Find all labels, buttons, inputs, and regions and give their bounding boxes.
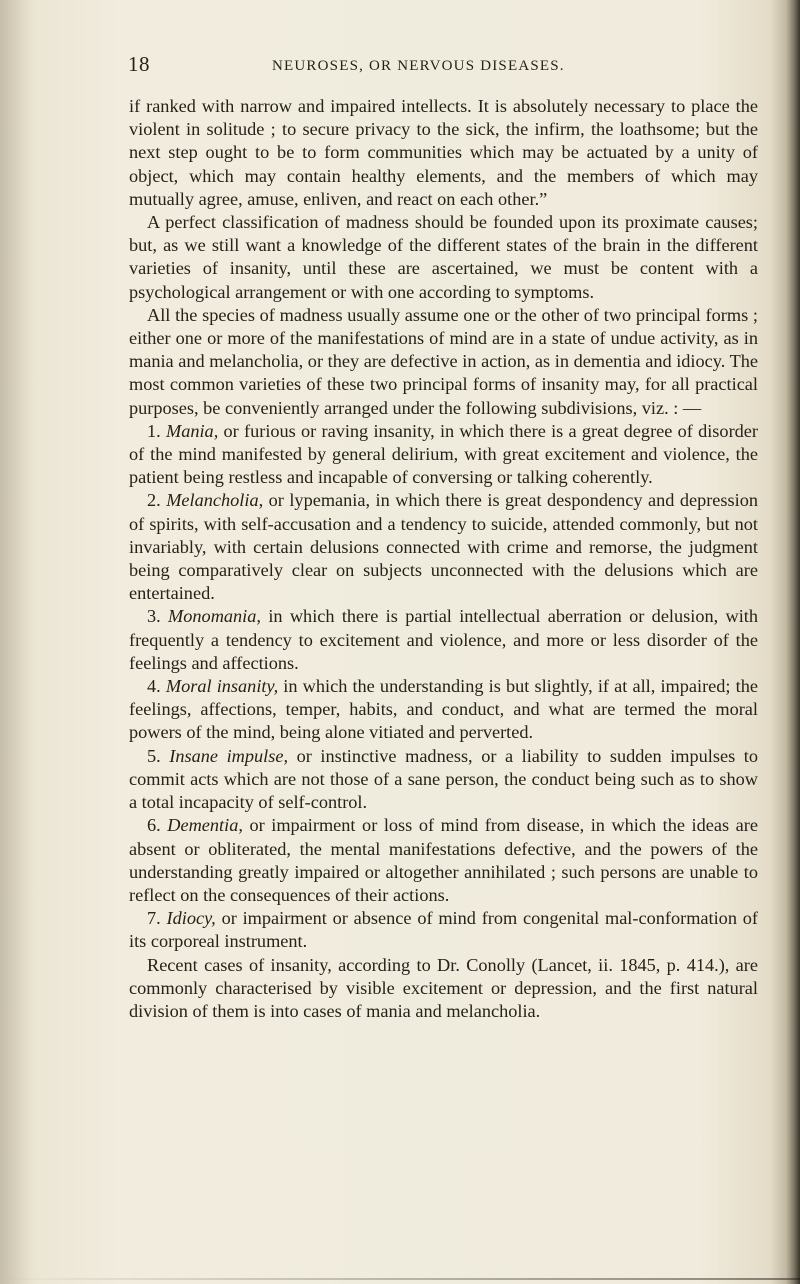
body-text	[129, 95, 758, 1023]
paragraph-species: All the species of madness usually assume one or the other of two principal forms ; either one or more of the manifestations of mind are in a state of undue activity, as in mania and melancholia, or they are defective in action, as in dementia and idiocy. The most common varieties of these two principal forms of insanity may, for all practical purposes, be conveniently arranged under the following subdivisions, viz. : —	[129, 304, 758, 418]
paragraph-recent-cases: Recent cases of insanity, according to Dr. Conolly (Lancet, ii. 1845, p. 414.), are commonly characterised by visible excitement or depression, and the first natural division of them is into cases of mania and melancholia.	[129, 954, 758, 1021]
subdivision-moral-insanity: 4. Moral insanity, in which the understanding is but slightly, if at all, impaired; the feelings, affections, temper, habits, and conduct, and what are termed the moral powers of the mind, being alone vitiated and perverted.	[129, 676, 758, 743]
page-edge-shadow	[786, 0, 800, 1284]
gutter-shadow	[0, 0, 30, 1284]
subdivision-mania: 1. Mania, or furious or raving insanity, in which there is a great degree of disorder of the mind manifested by general delirium, with great excitement and violence, the patient being restless and incapable of conversing or talking coherently.	[129, 420, 758, 488]
subdivision-insane-impulse: 5. Insane impulse, or instinctive madness, or a liability to sudden impulses to commit acts which are not those of a sane person, the conduct being such as to show a total incapacity of self-control.	[129, 745, 758, 813]
subdivision-idiocy: 7. Idiocy, or impairment or absence of mind from congenital mal-conformation of its corporeal instrument.	[129, 908, 758, 952]
term-insane-impulse: Insane impulse,	[169, 745, 289, 766]
term-moral-insanity: Moral insanity,	[165, 676, 279, 697]
paragraph-classification: A perfect classification of madness should be founded upon its proximate causes; but, as we still want a knowledge of the different states of the brain in the different varieties of insanity, until these are ascertained, we must be content with a psychological arrangement or with one according to symptoms.	[129, 212, 758, 302]
term-melancholia: Melancholia,	[166, 490, 264, 511]
running-title: NEUROSES, OR NERVOUS DISEASES.	[272, 58, 565, 74]
page-number: 18	[128, 52, 150, 76]
term-dementia: Dementia,	[167, 815, 243, 836]
subdivision-monomania: 3. Monomania, in which there is partial intellectual aberration or delusion, with frequently a tendency to excitement and violence, and more or less disorder of the feelings and affections.	[129, 606, 759, 673]
subdivision-dementia: 6. Dementia, or impairment or loss of mind from disease, in which the ideas are absent or obliterated, the mental manifestations defective, and the powers of the understanding greatly impaired or altogether annihilated ; such persons are unable to reflect on the consequences of their actions.	[129, 815, 758, 905]
term-mania: Mania,	[165, 420, 219, 441]
term-idiocy: Idiocy,	[166, 908, 216, 929]
paragraph-continued: if ranked with narrow and impaired intellects. It is absolutely necessary to place the violent in solitude ; to secure privacy to the sick, the infirm, the loathsome; but the next step ought to be to form communities which may be actuated by a unity of object, which may contain healthy elements, and the members of which may mutually agree, amuse, enliven, and react on each other.”	[129, 96, 758, 209]
term-monomania: Monomania,	[168, 606, 261, 627]
page-header	[128, 52, 748, 82]
page-bottom-edge	[0, 1278, 800, 1280]
subdivision-melancholia: 2. Melancholia, or lypemania, in which there is great despondency and depression of spirits, with self-accusation and a tendency to suicide, attended commonly, but not invariably, with certain delusions connected with crime and remorse, the judgment being comparatively clear on subjects unconnected with the delusions which are entertained.	[129, 490, 759, 604]
